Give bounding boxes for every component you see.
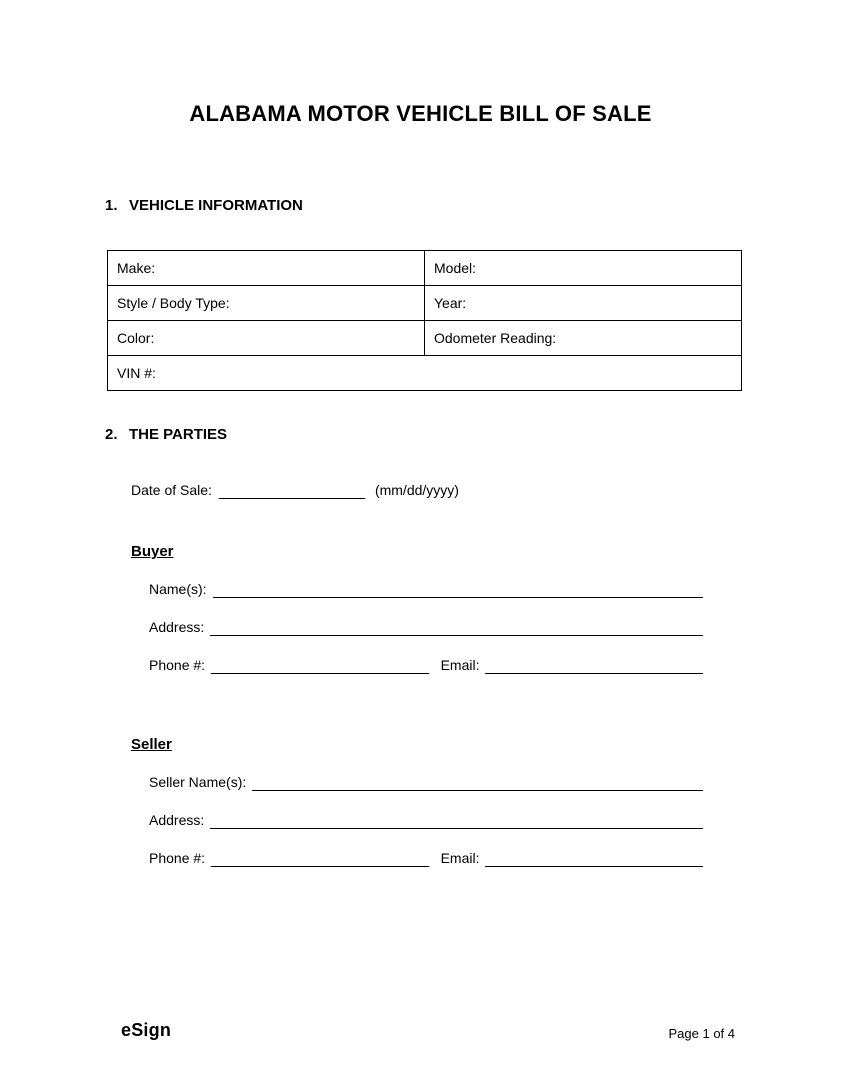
- table-row: [108, 356, 742, 391]
- seller-names-line: [131, 774, 703, 791]
- style-body-type-cell[interactable]: [108, 286, 425, 321]
- seller-phone-field[interactable]: [211, 851, 429, 867]
- seller-address-field[interactable]: [210, 813, 703, 829]
- seller-phone-email-line: [131, 850, 703, 867]
- buyer-names-field[interactable]: [213, 582, 703, 598]
- table-row: [108, 321, 742, 356]
- buyer-section: [131, 543, 703, 674]
- seller-address-line: [131, 812, 703, 829]
- seller-email-label: Email:: [440, 850, 480, 866]
- vin-label: VIN #:: [117, 365, 156, 381]
- year-label: Year:: [434, 295, 467, 311]
- seller-names-label: Seller Name(s):: [149, 774, 247, 790]
- year-cell[interactable]: [425, 286, 742, 321]
- buyer-address-line: [131, 619, 703, 636]
- buyer-address-field[interactable]: [210, 620, 703, 636]
- buyer-address-label: Address:: [149, 619, 205, 635]
- odometer-cell[interactable]: [425, 321, 742, 356]
- page-title: ALABAMA MOTOR VEHICLE BILL OF SALE: [189, 101, 652, 126]
- table-row: [108, 251, 742, 286]
- seller-section: [131, 736, 703, 867]
- date-of-sale-label: Date of Sale:: [131, 482, 212, 498]
- model-cell[interactable]: [425, 251, 742, 286]
- date-format-hint: (mm/dd/yyyy): [374, 482, 459, 498]
- vin-cell[interactable]: [108, 356, 742, 391]
- odometer-label: Odometer Reading:: [434, 330, 557, 346]
- buyer-phone-field[interactable]: [211, 658, 429, 674]
- style-body-type-label: Style / Body Type:: [117, 295, 230, 311]
- seller-address-label: Address:: [149, 812, 205, 828]
- buyer-heading: Buyer: [131, 543, 174, 560]
- date-of-sale-line: [131, 482, 531, 499]
- seller-email-field[interactable]: [485, 851, 703, 867]
- section-heading-vehicle-information: [105, 197, 303, 214]
- table-row: [108, 286, 742, 321]
- buyer-names-line: [131, 581, 703, 598]
- seller-phone-label: Phone #:: [149, 850, 206, 866]
- section-heading-label: VEHICLE INFORMATION: [129, 197, 303, 214]
- section-number: 2.: [105, 426, 118, 443]
- section-heading-label: THE PARTIES: [129, 426, 228, 443]
- buyer-phone-label: Phone #:: [149, 657, 206, 673]
- seller-names-field[interactable]: [252, 775, 703, 791]
- model-label: Model:: [434, 260, 477, 276]
- section-number: 1.: [105, 197, 118, 214]
- seller-heading: Seller: [131, 736, 172, 753]
- buyer-email-field[interactable]: [485, 658, 703, 674]
- esign-logo: eSign: [121, 1020, 172, 1040]
- buyer-names-label: Name(s):: [149, 581, 207, 597]
- vehicle-information-table: [107, 250, 742, 391]
- buyer-email-label: Email:: [440, 657, 480, 673]
- make-label: Make:: [117, 260, 156, 276]
- make-cell[interactable]: [108, 251, 425, 286]
- page-number-indicator: Page 1 of 4: [668, 1026, 735, 1041]
- section-heading-the-parties: [105, 426, 227, 443]
- buyer-phone-email-line: [131, 657, 703, 674]
- date-of-sale-field[interactable]: [219, 483, 365, 499]
- color-label: Color:: [117, 330, 155, 346]
- color-cell[interactable]: [108, 321, 425, 356]
